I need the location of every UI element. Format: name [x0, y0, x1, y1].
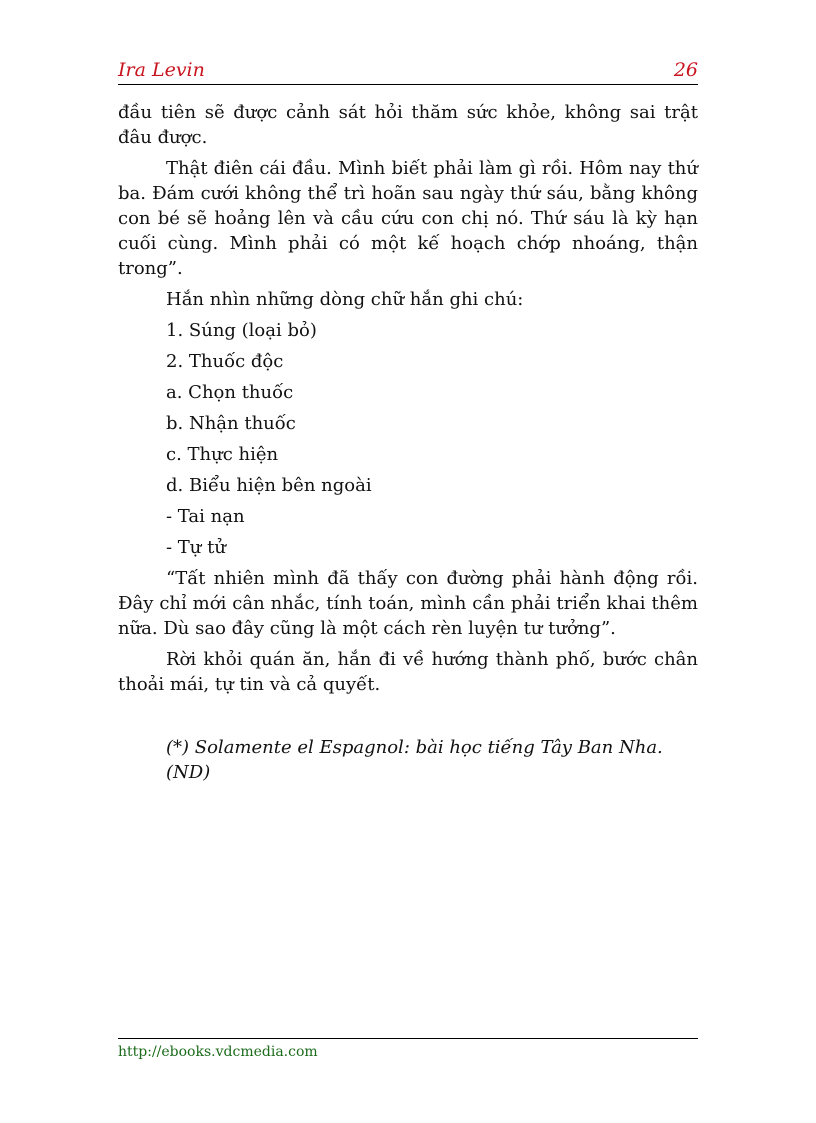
note-list-item: d. Biểu hiện bên ngoài	[166, 475, 372, 496]
paragraph: đầu tiên sẽ được cảnh sát hỏi thăm sức khỏe, không sai trật đâu được.	[118, 102, 698, 148]
paragraph: “Tất nhiên mình đã thấy con đường phải hành động rồi. Đây chỉ mới cân nhắc, tính toán, mình cần phải triển khai thêm nữa. Dù sao đây cũng là một cách rèn luyện tư tưởng”.	[118, 568, 698, 639]
note-list-item: - Tự tử	[166, 537, 226, 558]
page-number: 26	[673, 59, 698, 81]
note-list-item: 1. Súng (loại bỏ)	[166, 320, 317, 341]
paragraph: Hắn nhìn những dòng chữ hắn ghi chú:	[166, 289, 524, 310]
paragraph: Rời khỏi quán ăn, hắn đi về hướng thành phố, bước chân thoải mái, tự tin và cả quyết.	[118, 649, 698, 695]
footer-link[interactable]: http://ebooks.vdcmedia.com	[118, 1044, 318, 1060]
footer-divider	[118, 1038, 698, 1039]
note-list-item: 2. Thuốc độc	[166, 351, 284, 372]
note-list-item: a. Chọn thuốc	[166, 382, 294, 403]
note-list-item: b. Nhận thuốc	[166, 413, 296, 434]
header-author: Ira Levin	[118, 59, 205, 81]
footnote: (*) Solamente el Espagnol: bài học tiếng Tây Ban Nha. (ND)	[166, 737, 663, 783]
note-list-item: c. Thực hiện	[166, 444, 279, 465]
page-body	[118, 100, 698, 785]
note-list-item: - Tai nạn	[166, 506, 245, 527]
page-header	[118, 58, 698, 85]
paragraph: Thật điên cái đầu. Mình biết phải làm gì rồi. Hôm nay thứ ba. Đám cưới không thể trì hoãn sau ngày thứ sáu, bằng không con bé sẽ hoảng lên và cầu cứu con chị nó. Thứ sáu là kỳ hạn cuối cùng. Mình phải có một kế hoạch chớp nhoáng, thận trong”.	[118, 158, 698, 279]
